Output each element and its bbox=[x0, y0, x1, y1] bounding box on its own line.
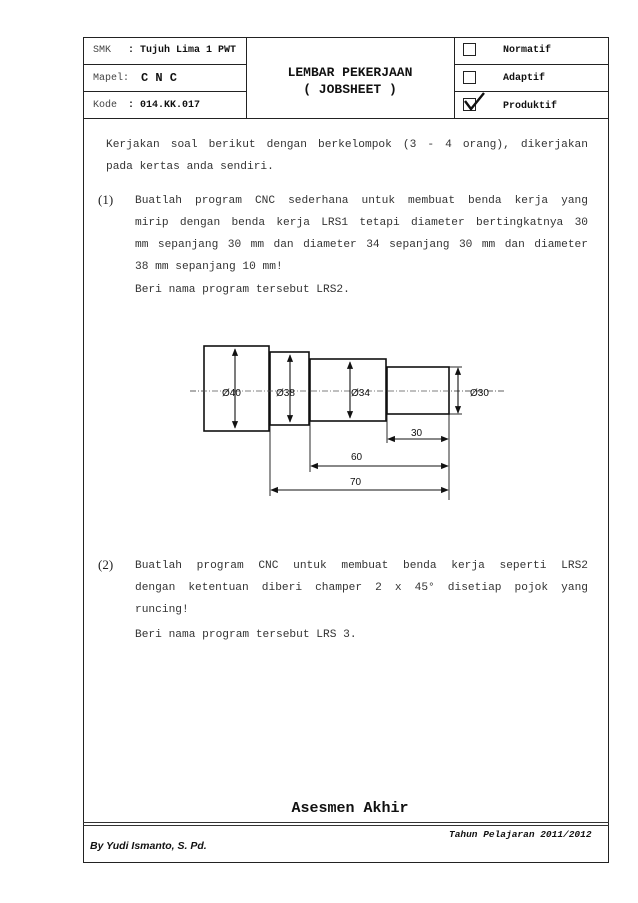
kode-label: Kode bbox=[93, 100, 118, 111]
produktif-checkbox[interactable] bbox=[463, 98, 476, 111]
task-1-line: Buatlah program CNC sederhana untuk membuat benda kerja yang bbox=[135, 195, 588, 207]
academic-year: Tahun Pelajaran 2011/2012 bbox=[449, 829, 592, 840]
task-2-line: runcing! bbox=[135, 604, 189, 616]
diameter-label: Ø38 bbox=[276, 388, 295, 399]
smk-label: SMK bbox=[93, 45, 112, 56]
task-2-note: Beri nama program tersebut LRS 3. bbox=[135, 629, 357, 641]
task-1-line: mm sepanjang 30 mm dan diameter 34 sepanjang 30 mm dan diameter bbox=[135, 239, 588, 251]
intro-line: Kerjakan soal berikut dengan berkelompok (3 - 4 orang), dikerjakan bbox=[106, 139, 588, 151]
author-credit: By Yudi Ismanto, S. Pd. bbox=[90, 840, 207, 852]
mapel-value: C N C bbox=[141, 71, 178, 85]
page-title bbox=[246, 64, 454, 98]
mapel-label: Mapel: bbox=[93, 73, 130, 84]
shaft-drawing bbox=[180, 335, 510, 505]
task-1-number: (1) bbox=[98, 192, 114, 207]
intro-paragraph bbox=[106, 134, 588, 178]
diameter-label: Ø34 bbox=[351, 388, 370, 399]
diameter-label: Ø30 bbox=[470, 388, 489, 399]
diameter-label: Ø40 bbox=[222, 388, 241, 399]
normatif-checkbox[interactable] bbox=[463, 43, 476, 56]
length-label: 70 bbox=[350, 477, 362, 488]
smk-value: : Tujuh Lima 1 PWT bbox=[128, 45, 237, 56]
task-1-note: Beri nama program tersebut LRS2. bbox=[135, 284, 350, 296]
normatif-label: Normatif bbox=[503, 45, 552, 56]
title-line-2: ( JOBSHEET ) bbox=[303, 82, 397, 97]
task-1-line: mirip dengan benda kerja LRS1 tetapi diameter bertingkatnya 30 bbox=[135, 217, 588, 229]
checkmark-icon bbox=[462, 91, 488, 113]
length-label: 30 bbox=[411, 428, 423, 439]
task-2-line: dengan ketentuan diberi champer 2 x 45° disetiap pojok yang bbox=[135, 582, 588, 594]
task-2-text bbox=[135, 555, 588, 621]
task-2-line: Buatlah program CNC untuk membuat benda kerja seperti LRS2 bbox=[135, 560, 588, 572]
length-label: 60 bbox=[351, 452, 363, 463]
kode-value: : 014.KK.017 bbox=[128, 100, 201, 111]
adaptif-checkbox[interactable] bbox=[463, 71, 476, 84]
task-2-number: (2) bbox=[98, 557, 114, 572]
title-line-1: LEMBAR PEKERJAAN bbox=[287, 65, 413, 80]
produktif-label: Produktif bbox=[503, 101, 558, 112]
asesmen-heading: Asesmen Akhir bbox=[291, 800, 409, 817]
footer-divider bbox=[83, 822, 609, 826]
task-1-text bbox=[135, 190, 588, 278]
task-1-line: 38 mm sepanjang 10 mm! bbox=[135, 261, 283, 273]
intro-line: pada kertas anda sendiri. bbox=[106, 161, 274, 173]
adaptif-label: Adaptif bbox=[503, 73, 546, 84]
